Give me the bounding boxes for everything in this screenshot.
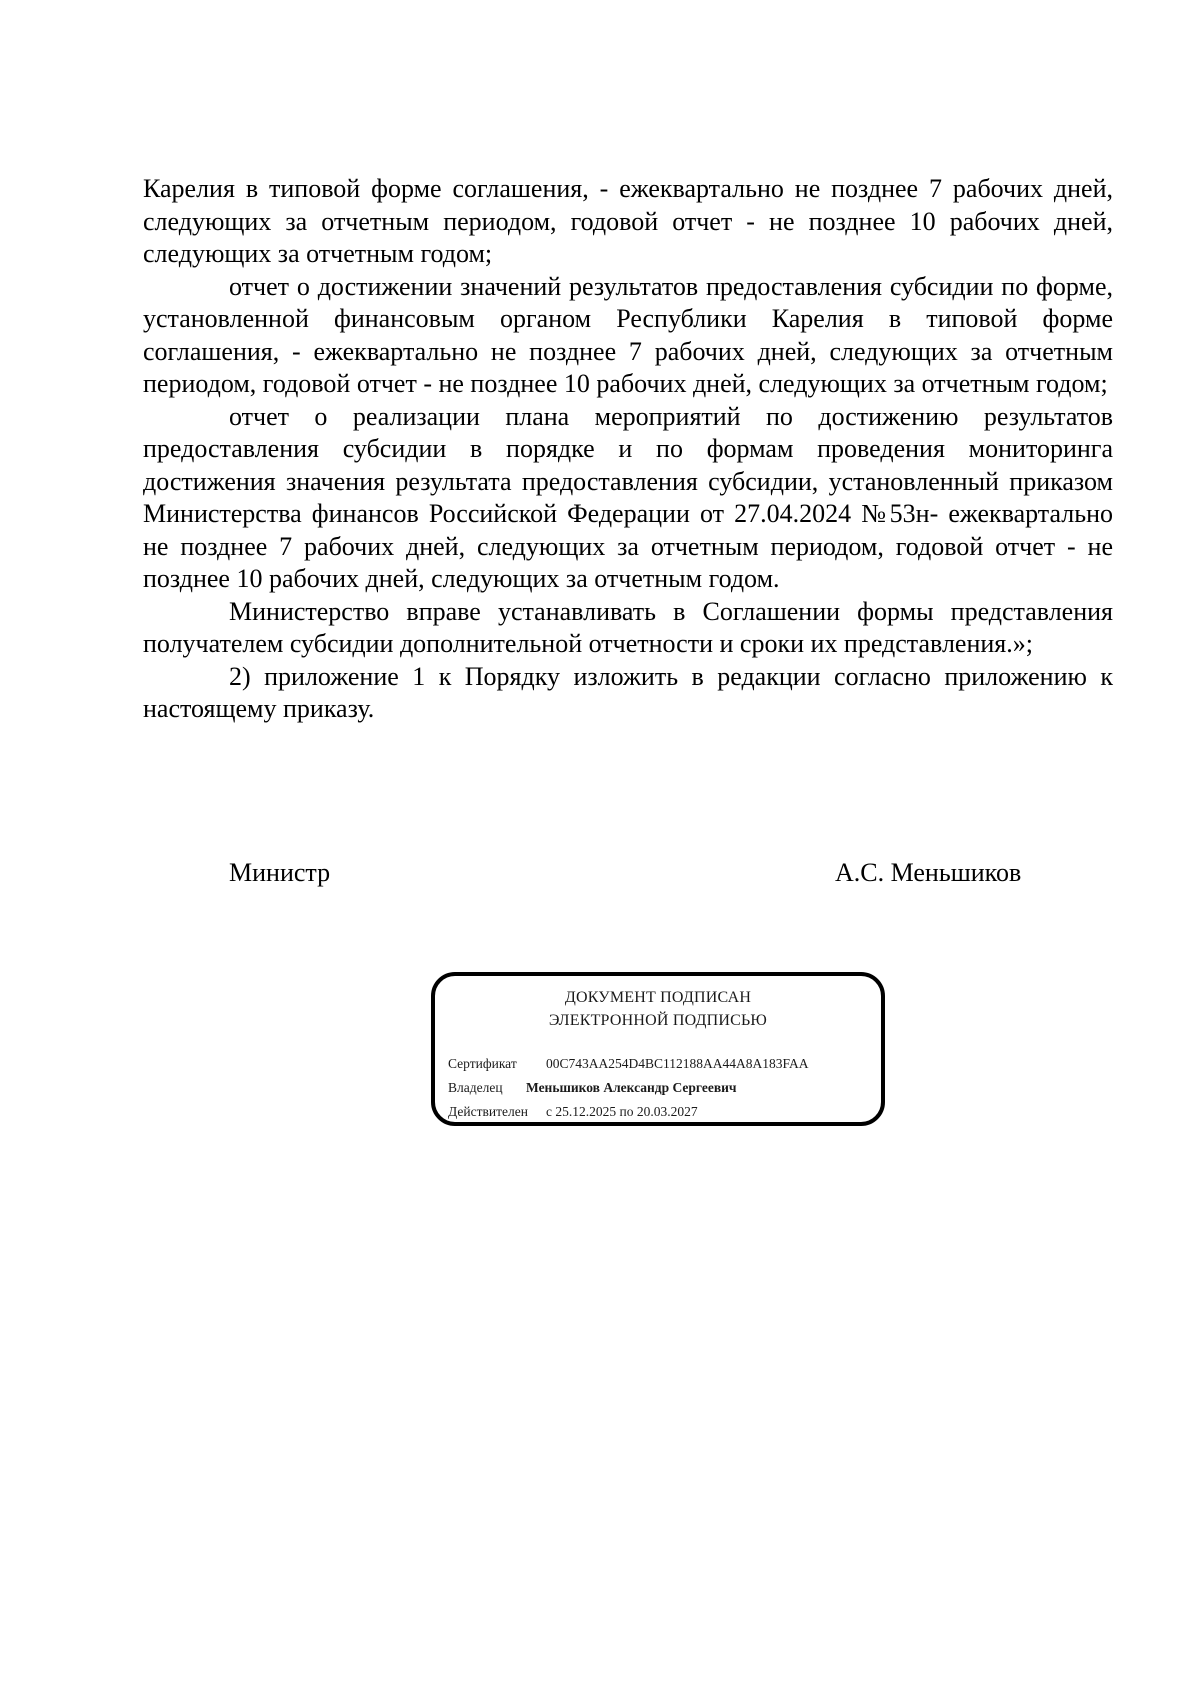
stamp-validity-value: с 25.12.2025 по 20.03.2027 [546,1104,698,1119]
paragraph-3: отчет о реализации плана мероприятий по достижению результатов предоставления субсидии в порядке и по формам проведения мониторинга достижения значения результата предоставления субсидии, установленный приказом Министерства финансов Российской Федерации от 27.04.2024 №53н- ежеквартально не позднее 7 рабочих дней, следующих за отчетным периодом, годовой отчет - не позднее 10 рабочих дней, следующих за отчетным годом. [143,401,1113,593]
stamp-title-line-2: ЭЛЕКТРОННОЙ ПОДПИСЬЮ [548,1012,768,1029]
signer-name: А.С. Меньшиков [835,858,1022,887]
stamp-owner-row [448,1076,873,1100]
stamp-owner-value: Меньшиков Александр Сергеевич [526,1080,737,1095]
electronic-signature-stamp [431,972,885,1126]
stamp-certificate-value: 00C743AA254D4BC112188AA44A8A183FAA [546,1056,809,1071]
stamp-title-line-1: ДОКУМЕНТ ПОДПИСАН [564,989,752,1006]
paragraph-5: 2) приложение 1 к Порядку изложить в редакции согласно приложению к настоящему приказу. [143,661,1113,723]
stamp-certificate-label: Сертификат [448,1056,517,1071]
stamp-certificate-row [448,1052,873,1076]
stamp-title [435,986,881,1032]
paragraph-4: Министерство вправе устанавливать в Соглашении формы представления получателем субсидии дополнительной отчетности и сроки их представления.»; [143,596,1113,658]
stamp-validity-row [448,1100,873,1124]
paragraph-1: Карелия в типовой форме соглашения, - ежеквартально не позднее 7 рабочих дней, следующих за отчетным периодом, годовой отчет - не позднее 10 рабочих дней, следующих за отчетным годом; [143,174,1113,268]
stamp-validity-label: Действителен [448,1104,528,1119]
stamp-owner-label: Владелец [448,1080,503,1095]
paragraph-2: отчет о достижении значений результатов предоставления субсидии по форме, установленной финансовым органом Республики Карелия в типовой форме соглашения, - ежеквартально не позднее 7 рабочих дней, следующих за отчетным периодом, годовой отчет - не позднее 10 рабочих дней, следующих за отчетным годом; [143,271,1113,398]
stamp-details [448,1052,873,1124]
signer-position: Министр [229,858,331,887]
document-body [143,173,1113,726]
